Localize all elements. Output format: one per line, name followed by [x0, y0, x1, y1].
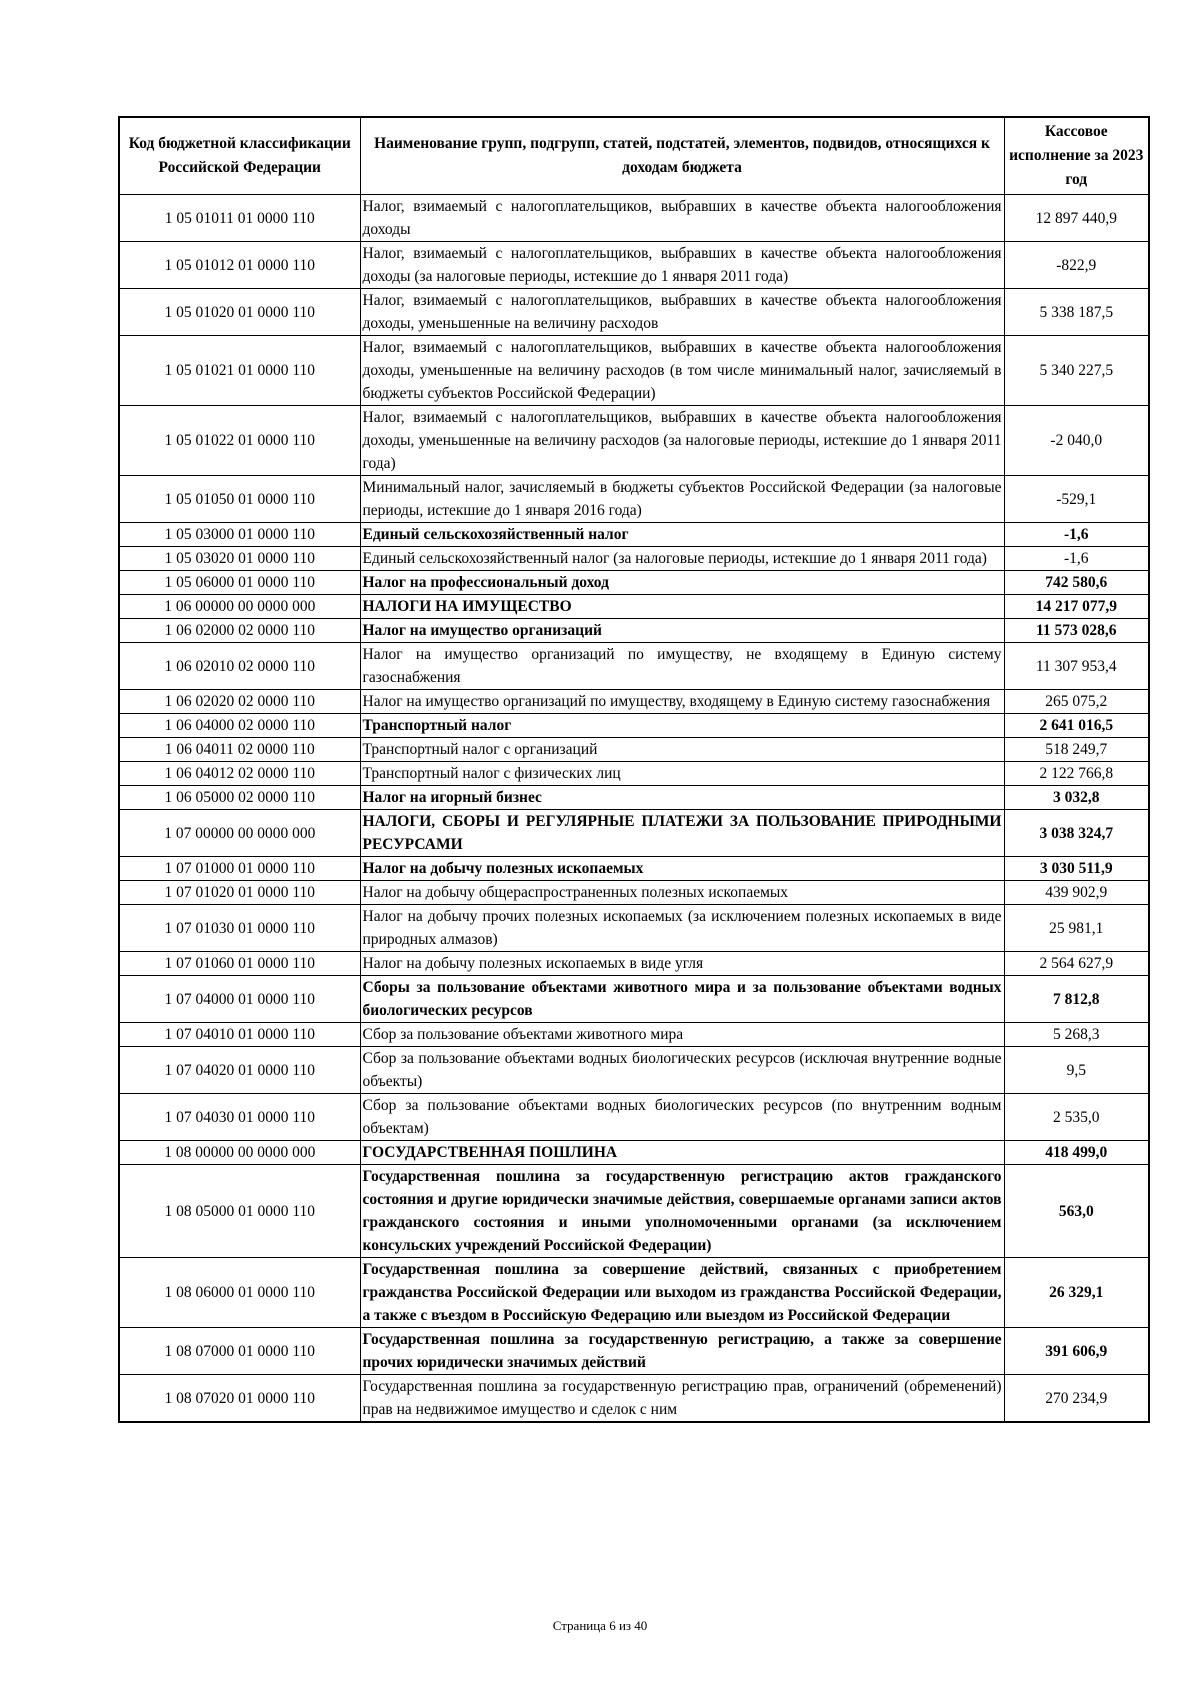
budget-code-cell: 1 07 01000 01 0000 110	[119, 857, 360, 881]
amount-cell: 5 268,3	[1004, 1023, 1149, 1047]
amount-cell: 3 032,8	[1004, 786, 1149, 810]
table-row	[119, 1141, 1149, 1165]
amount-cell: 418 499,0	[1004, 1141, 1149, 1165]
amount-cell: 5 338 187,5	[1004, 289, 1149, 336]
budget-code-cell: 1 05 03000 01 0000 110	[119, 523, 360, 547]
revenue-name-cell: Единый сельскохозяйственный налог	[360, 523, 1004, 547]
table-header-row	[119, 117, 1149, 195]
amount-cell: 439 902,9	[1004, 881, 1149, 905]
revenue-name-cell: Налог на профессиональный доход	[360, 571, 1004, 595]
revenue-name-cell: Налог на игорный бизнес	[360, 786, 1004, 810]
table-row	[119, 810, 1149, 857]
revenue-name-cell: Государственная пошлина за государственную регистрацию, а также за совершение прочих юридически значимых действий	[360, 1328, 1004, 1375]
table-row	[119, 195, 1149, 242]
table-row	[119, 1258, 1149, 1328]
table-row	[119, 857, 1149, 881]
amount-cell: 7 812,8	[1004, 976, 1149, 1023]
amount-cell: 12 897 440,9	[1004, 195, 1149, 242]
revenue-name-cell: Налог на добычу общераспространенных полезных ископаемых	[360, 881, 1004, 905]
table-row	[119, 643, 1149, 690]
budget-code-cell: 1 05 01020 01 0000 110	[119, 289, 360, 336]
budget-code-cell: 1 05 01021 01 0000 110	[119, 336, 360, 406]
header-amount: Кассовое исполнение за 2023 год	[1004, 117, 1149, 195]
amount-cell: 9,5	[1004, 1047, 1149, 1094]
budget-code-cell: 1 06 04012 02 0000 110	[119, 762, 360, 786]
page-number: Страница 6 из 40	[552, 1618, 648, 1633]
budget-code-cell: 1 07 00000 00 0000 000	[119, 810, 360, 857]
revenue-name-cell: Транспортный налог	[360, 714, 1004, 738]
header-name: Наименование групп, подгрупп, статей, подстатей, элементов, подвидов, относящихся к доходам бюджета	[360, 117, 1004, 195]
table-row	[119, 905, 1149, 952]
revenue-name-cell: НАЛОГИ НА ИМУЩЕСТВО	[360, 595, 1004, 619]
table-row	[119, 242, 1149, 289]
amount-cell: 265 075,2	[1004, 690, 1149, 714]
amount-cell: 391 606,9	[1004, 1328, 1149, 1375]
revenue-name-cell: Государственная пошлина за государственную регистрацию прав, ограничений (обременений) прав на недвижимое имущество и сделок с ним	[360, 1375, 1004, 1423]
table-row	[119, 690, 1149, 714]
table-row	[119, 595, 1149, 619]
amount-cell: 2 564 627,9	[1004, 952, 1149, 976]
table-row	[119, 336, 1149, 406]
budget-code-cell: 1 08 07000 01 0000 110	[119, 1328, 360, 1375]
revenue-name-cell: Транспортный налог с физических лиц	[360, 762, 1004, 786]
budget-code-cell: 1 08 06000 01 0000 110	[119, 1258, 360, 1328]
table-row	[119, 619, 1149, 643]
amount-cell: -1,6	[1004, 523, 1149, 547]
revenue-name-cell: Налог, взимаемый с налогоплательщиков, выбравших в качестве объекта налогообложения доходы, уменьшенные на величину расходов (в том числе минимальный налог, зачисляемый в бюджеты субъектов Российской Федерации)	[360, 336, 1004, 406]
revenue-name-cell: Налог, взимаемый с налогоплательщиков, выбравших в качестве объекта налогообложения доходы, уменьшенные на величину расходов	[360, 289, 1004, 336]
table-row	[119, 476, 1149, 523]
revenue-name-cell: Налог, взимаемый с налогоплательщиков, выбравших в качестве объекта налогообложения доходы (за налоговые периоды, истекшие до 1 января 2011 года)	[360, 242, 1004, 289]
table-row	[119, 1047, 1149, 1094]
amount-cell: 14 217 077,9	[1004, 595, 1149, 619]
amount-cell: 2 122 766,8	[1004, 762, 1149, 786]
revenue-name-cell: Налог на добычу прочих полезных ископаемых (за исключением полезных ископаемых в виде природных алмазов)	[360, 905, 1004, 952]
budget-code-cell: 1 06 00000 00 0000 000	[119, 595, 360, 619]
amount-cell: 11 307 953,4	[1004, 643, 1149, 690]
budget-code-cell: 1 06 04011 02 0000 110	[119, 738, 360, 762]
table-row	[119, 762, 1149, 786]
table-row	[119, 1328, 1149, 1375]
amount-cell: 742 580,6	[1004, 571, 1149, 595]
table-row	[119, 547, 1149, 571]
budget-code-cell: 1 08 07020 01 0000 110	[119, 1375, 360, 1423]
budget-code-cell: 1 05 01050 01 0000 110	[119, 476, 360, 523]
table-row	[119, 976, 1149, 1023]
budget-code-cell: 1 06 05000 02 0000 110	[119, 786, 360, 810]
table-row	[119, 714, 1149, 738]
revenue-name-cell: Сборы за пользование объектами животного мира и за пользование объектами водных биологических ресурсов	[360, 976, 1004, 1023]
table-row	[119, 406, 1149, 476]
budget-code-cell: 1 07 01060 01 0000 110	[119, 952, 360, 976]
amount-cell: -2 040,0	[1004, 406, 1149, 476]
revenue-name-cell: Минимальный налог, зачисляемый в бюджеты субъектов Российской Федерации (за налоговые периоды, истекшие до 1 января 2016 года)	[360, 476, 1004, 523]
revenue-name-cell: Налог на имущество организаций по имуществу, не входящему в Единую систему газоснабжения	[360, 643, 1004, 690]
amount-cell: 563,0	[1004, 1165, 1149, 1258]
revenue-name-cell: Налог, взимаемый с налогоплательщиков, выбравших в качестве объекта налогообложения доходы	[360, 195, 1004, 242]
amount-cell: -529,1	[1004, 476, 1149, 523]
amount-cell: 2 535,0	[1004, 1094, 1149, 1141]
revenue-name-cell: Транспортный налог с организаций	[360, 738, 1004, 762]
budget-code-cell: 1 06 04000 02 0000 110	[119, 714, 360, 738]
amount-cell: 270 234,9	[1004, 1375, 1149, 1423]
amount-cell: 25 981,1	[1004, 905, 1149, 952]
budget-code-cell: 1 07 04000 01 0000 110	[119, 976, 360, 1023]
budget-code-cell: 1 07 04020 01 0000 110	[119, 1047, 360, 1094]
table-row	[119, 881, 1149, 905]
revenue-name-cell: Налог, взимаемый с налогоплательщиков, выбравших в качестве объекта налогообложения доходы, уменьшенные на величину расходов (за налоговые периоды, истекшие до 1 января 2011 года)	[360, 406, 1004, 476]
table-row	[119, 289, 1149, 336]
revenue-name-cell: Налог на имущество организаций	[360, 619, 1004, 643]
amount-cell: 3 038 324,7	[1004, 810, 1149, 857]
budget-code-cell: 1 07 04030 01 0000 110	[119, 1094, 360, 1141]
table-row	[119, 1375, 1149, 1423]
revenue-name-cell: Сбор за пользование объектами водных биологических ресурсов (по внутренним водным объектам)	[360, 1094, 1004, 1141]
amount-cell: 3 030 511,9	[1004, 857, 1149, 881]
budget-code-cell: 1 08 00000 00 0000 000	[119, 1141, 360, 1165]
table-row	[119, 523, 1149, 547]
revenue-name-cell: Налог на имущество организаций по имуществу, входящему в Единую систему газоснабжения	[360, 690, 1004, 714]
amount-cell: 2 641 016,5	[1004, 714, 1149, 738]
revenue-name-cell: Налог на добычу полезных ископаемых в виде угля	[360, 952, 1004, 976]
revenue-name-cell: НАЛОГИ, СБОРЫ И РЕГУЛЯРНЫЕ ПЛАТЕЖИ ЗА ПОЛЬЗОВАНИЕ ПРИРОДНЫМИ РЕСУРСАМИ	[360, 810, 1004, 857]
amount-cell: 11 573 028,6	[1004, 619, 1149, 643]
amount-cell: -1,6	[1004, 547, 1149, 571]
budget-code-cell: 1 06 02000 02 0000 110	[119, 619, 360, 643]
budget-code-cell: 1 07 04010 01 0000 110	[119, 1023, 360, 1047]
header-code: Код бюджетной классификации Российской Федерации	[119, 117, 360, 195]
budget-code-cell: 1 05 06000 01 0000 110	[119, 571, 360, 595]
revenue-name-cell: ГОСУДАРСТВЕННАЯ ПОШЛИНА	[360, 1141, 1004, 1165]
table-row	[119, 1023, 1149, 1047]
revenue-name-cell: Сбор за пользование объектами животного мира	[360, 1023, 1004, 1047]
amount-cell: 5 340 227,5	[1004, 336, 1149, 406]
budget-code-cell: 1 05 03020 01 0000 110	[119, 547, 360, 571]
table-row	[119, 738, 1149, 762]
table-row	[119, 571, 1149, 595]
budget-revenue-table	[118, 116, 1150, 1423]
table-row	[119, 786, 1149, 810]
budget-code-cell: 1 05 01012 01 0000 110	[119, 242, 360, 289]
amount-cell: 26 329,1	[1004, 1258, 1149, 1328]
amount-cell: 518 249,7	[1004, 738, 1149, 762]
amount-cell: -822,9	[1004, 242, 1149, 289]
budget-code-cell: 1 08 05000 01 0000 110	[119, 1165, 360, 1258]
revenue-name-cell: Государственная пошлина за совершение действий, связанных с приобретением гражданства Российской Федерации или выходом из гражданства Российской Федерации, а также с въездом в Российскую Федерацию или выездом из Российской Федерации	[360, 1258, 1004, 1328]
budget-code-cell: 1 06 02020 02 0000 110	[119, 690, 360, 714]
table-row	[119, 1094, 1149, 1141]
revenue-name-cell: Государственная пошлина за государственную регистрацию актов гражданского состояния и другие юридически значимые действия, совершаемые органами записи актов гражданского состояния и иными уполномоченными органами (за исключением консульских учреждений Российской Федерации)	[360, 1165, 1004, 1258]
table-row	[119, 1165, 1149, 1258]
table-row	[119, 952, 1149, 976]
revenue-name-cell: Сбор за пользование объектами водных биологических ресурсов (исключая внутренние водные объекты)	[360, 1047, 1004, 1094]
revenue-name-cell: Налог на добычу полезных ископаемых	[360, 857, 1004, 881]
table-body	[119, 195, 1149, 1423]
budget-code-cell: 1 05 01011 01 0000 110	[119, 195, 360, 242]
budget-code-cell: 1 05 01022 01 0000 110	[119, 406, 360, 476]
budget-code-cell: 1 07 01030 01 0000 110	[119, 905, 360, 952]
budget-code-cell: 1 06 02010 02 0000 110	[119, 643, 360, 690]
revenue-name-cell: Единый сельскохозяйственный налог (за налоговые периоды, истекшие до 1 января 2011 года)	[360, 547, 1004, 571]
budget-code-cell: 1 07 01020 01 0000 110	[119, 881, 360, 905]
